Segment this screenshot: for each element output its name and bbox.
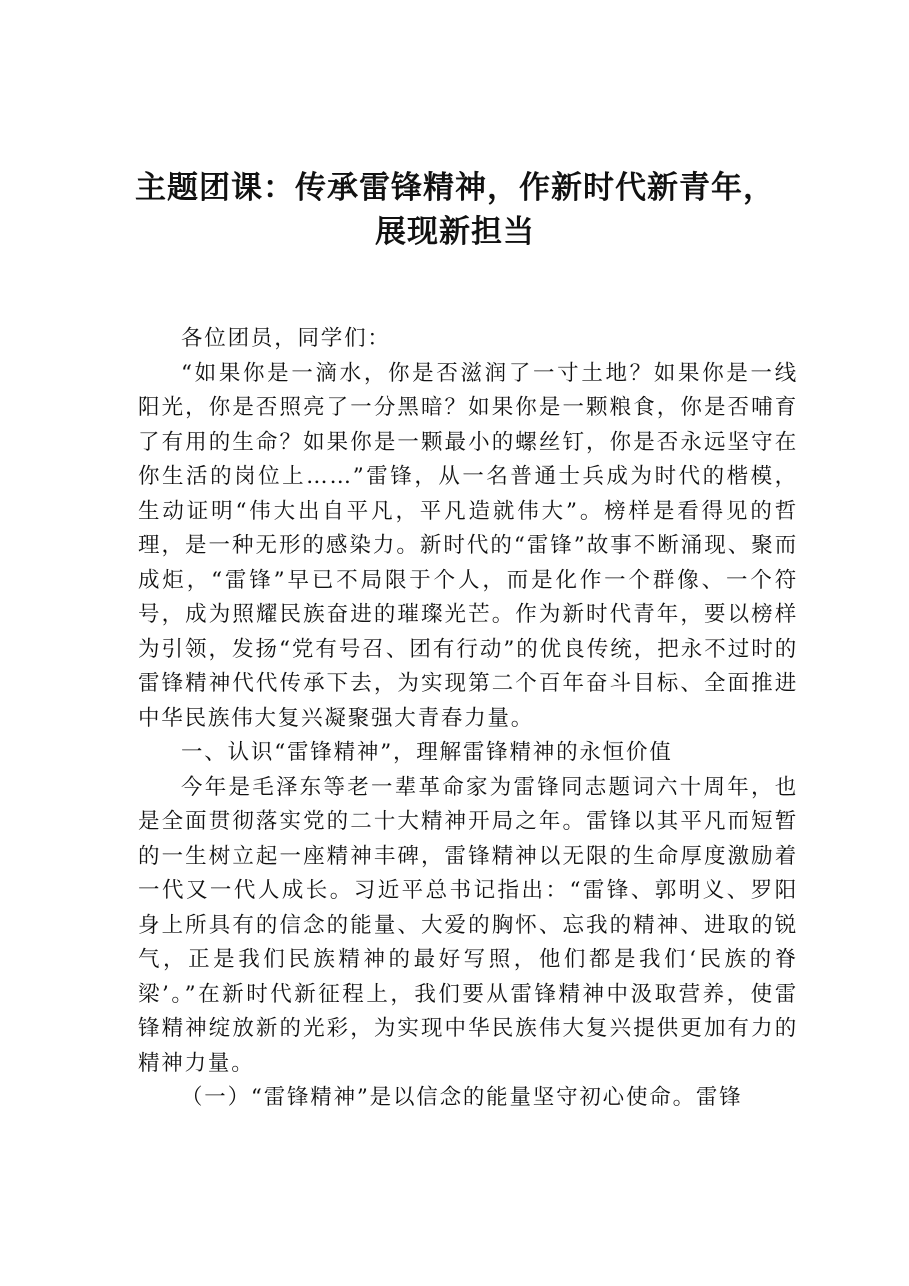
body-paragraph-intro: “如果你是一滴水，你是否滋润了一寸土地？如果你是一线阳光，你是否照亮了一分黑暗？如果你是一颗粮食，你是否哺育了有用的生命？如果你是一颗最小的螺丝钉，你是否永远坚守在你生活的岗位上……”雷锋，从一名普通士兵成为时代的楷模，生动证明“伟大出自平凡，平凡造就伟大”。榜样是看得见的哲理，是一种无形的感染力。新时代的“雷锋”故事不断涌现、聚而成炬，“雷锋”早已不局限于个人，而是化作一个群像、一个符号，成为照耀民族奋进的璀璨光芒。作为新时代青年，要以榜样为引领，发扬“党有号召、团有行动”的优良传统，把永不过时的雷锋精神代代传承下去，为实现第二个百年奋斗目标、全面推进中华民族伟大复兴凝聚强大青春力量。 <box>138 360 798 731</box>
subsection-heading-1: （一）“雷锋精神”是以信念的能量坚守初心使命。雷锋 <box>181 1085 743 1110</box>
document-title-line-2: 展现新担当 <box>375 214 535 250</box>
document-body <box>138 322 798 1116</box>
document-title-line-1: 主题团课：传承雷锋精神，作新时代新青年， <box>135 170 775 206</box>
section-heading-1: 一、认识“雷锋精神”，理解雷锋精神的永恒价值 <box>181 740 673 765</box>
body-paragraph-section-1: 今年是毛泽东等老一辈革命家为雷锋同志题词六十周年，也是全面贯彻落实党的二十大精神开局之年。雷锋以其平凡而短暂的一生树立起一座精神丰碑，雷锋精神以无限的生命厚度激励着一代又一代人成长。习近平总书记指出：“雷锋、郭明义、罗阳身上所具有的信念的能量、大爱的胸怀、忘我的精神、进取的锐气，正是我们民族精神的最好写照，他们都是我们‘民族的脊梁’。”在新时代新征程上，我们要从雷锋精神中汲取营养，使雷锋精神绽放新的光彩，为实现中华民族伟大复兴提供更加有力的精神力量。 <box>138 774 798 1076</box>
salutation: 各位团员，同学们： <box>181 326 391 351</box>
